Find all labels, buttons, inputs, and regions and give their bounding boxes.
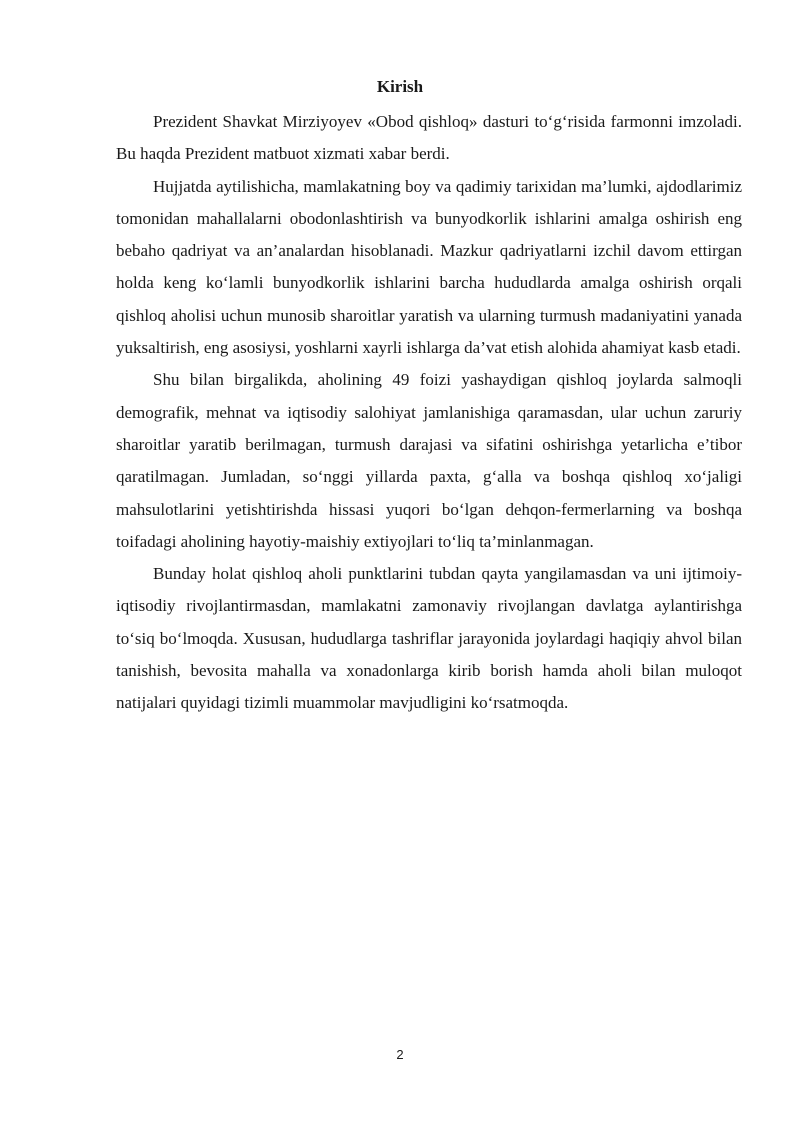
paragraph-1: Prezident Shavkat Mirziyoyev «Obod qishloq» dasturi to‘g‘risida farmonni imzoladi. Bu haqda Prezident matbuot xizmati xabar berdi. bbox=[116, 112, 742, 164]
paragraph-3: Shu bilan birgalikda, aholining 49 foizi yashaydigan qishloq joylarda salmoqli demografik, mehnat va iqtisodiy salohiyat jamlanishiga qaramasdan, ular uchun zaruriy sharoitlar yaratib berilmagan, turmush darajasi va sifatini oshirishga yetarlicha e’tibor qaratilmagan. Jumladan, so‘nggi yillarda paxta, g‘alla va boshqa qishloq xo‘jaligi mahsulotlarini yetishtirishda hissasi yuqori bo‘lgan dehqon-fermerlarning va boshqa toifadagi aholining hayotiy-maishiy extiyojlari to‘liq ta’minlanmagan. bbox=[116, 370, 742, 551]
paragraph-2: Hujjatda aytilishicha, mamlakatning boy va qadimiy tarixidan ma’lumki, ajdodlarimiz tomonidan mahallalarni obodonlashtirish va bunyodkorlik ishlarini amalga oshirish eng bebaho qadriyat va an’analardan hisoblanadi. Mazkur qadriyatlarni izchil davom ettirgan holda keng ko‘lamli bunyodkorlik ishlarini barcha hududlarda amalga oshirish orqali qishloq aholisi uchun munosib sharoitlar yaratish va ularning turmush madaniyatini yanada yuksaltirish, eng asosiysi, yoshlarni xayrli ishlarga da’vat etish alohida ahamiyat kasb etadi. bbox=[116, 176, 742, 358]
section-title: Kirish bbox=[376, 77, 424, 96]
paragraph-4: Bunday holat qishloq aholi punktlarini tubdan qayta yangilamasdan va uni ijtimoiy-iqtisodiy rivojlantirmasdan, mamlakatni zamonaviy rivojlangan davlatga aylantirishga to‘siq bo‘lmoqda. Xususan, hududlarga tashriflar jarayonida joylardagi haqiqiy ahvol bilan tanishish, bevosita mahalla va xonadonlarga kirib borish hamda aholi bilan muloqot natijalari quyidagi tizimli muammolar mavjudligini ko‘rsatmoqda. bbox=[116, 564, 742, 713]
page-number: 2 bbox=[396, 1047, 404, 1062]
body-text bbox=[116, 106, 742, 720]
